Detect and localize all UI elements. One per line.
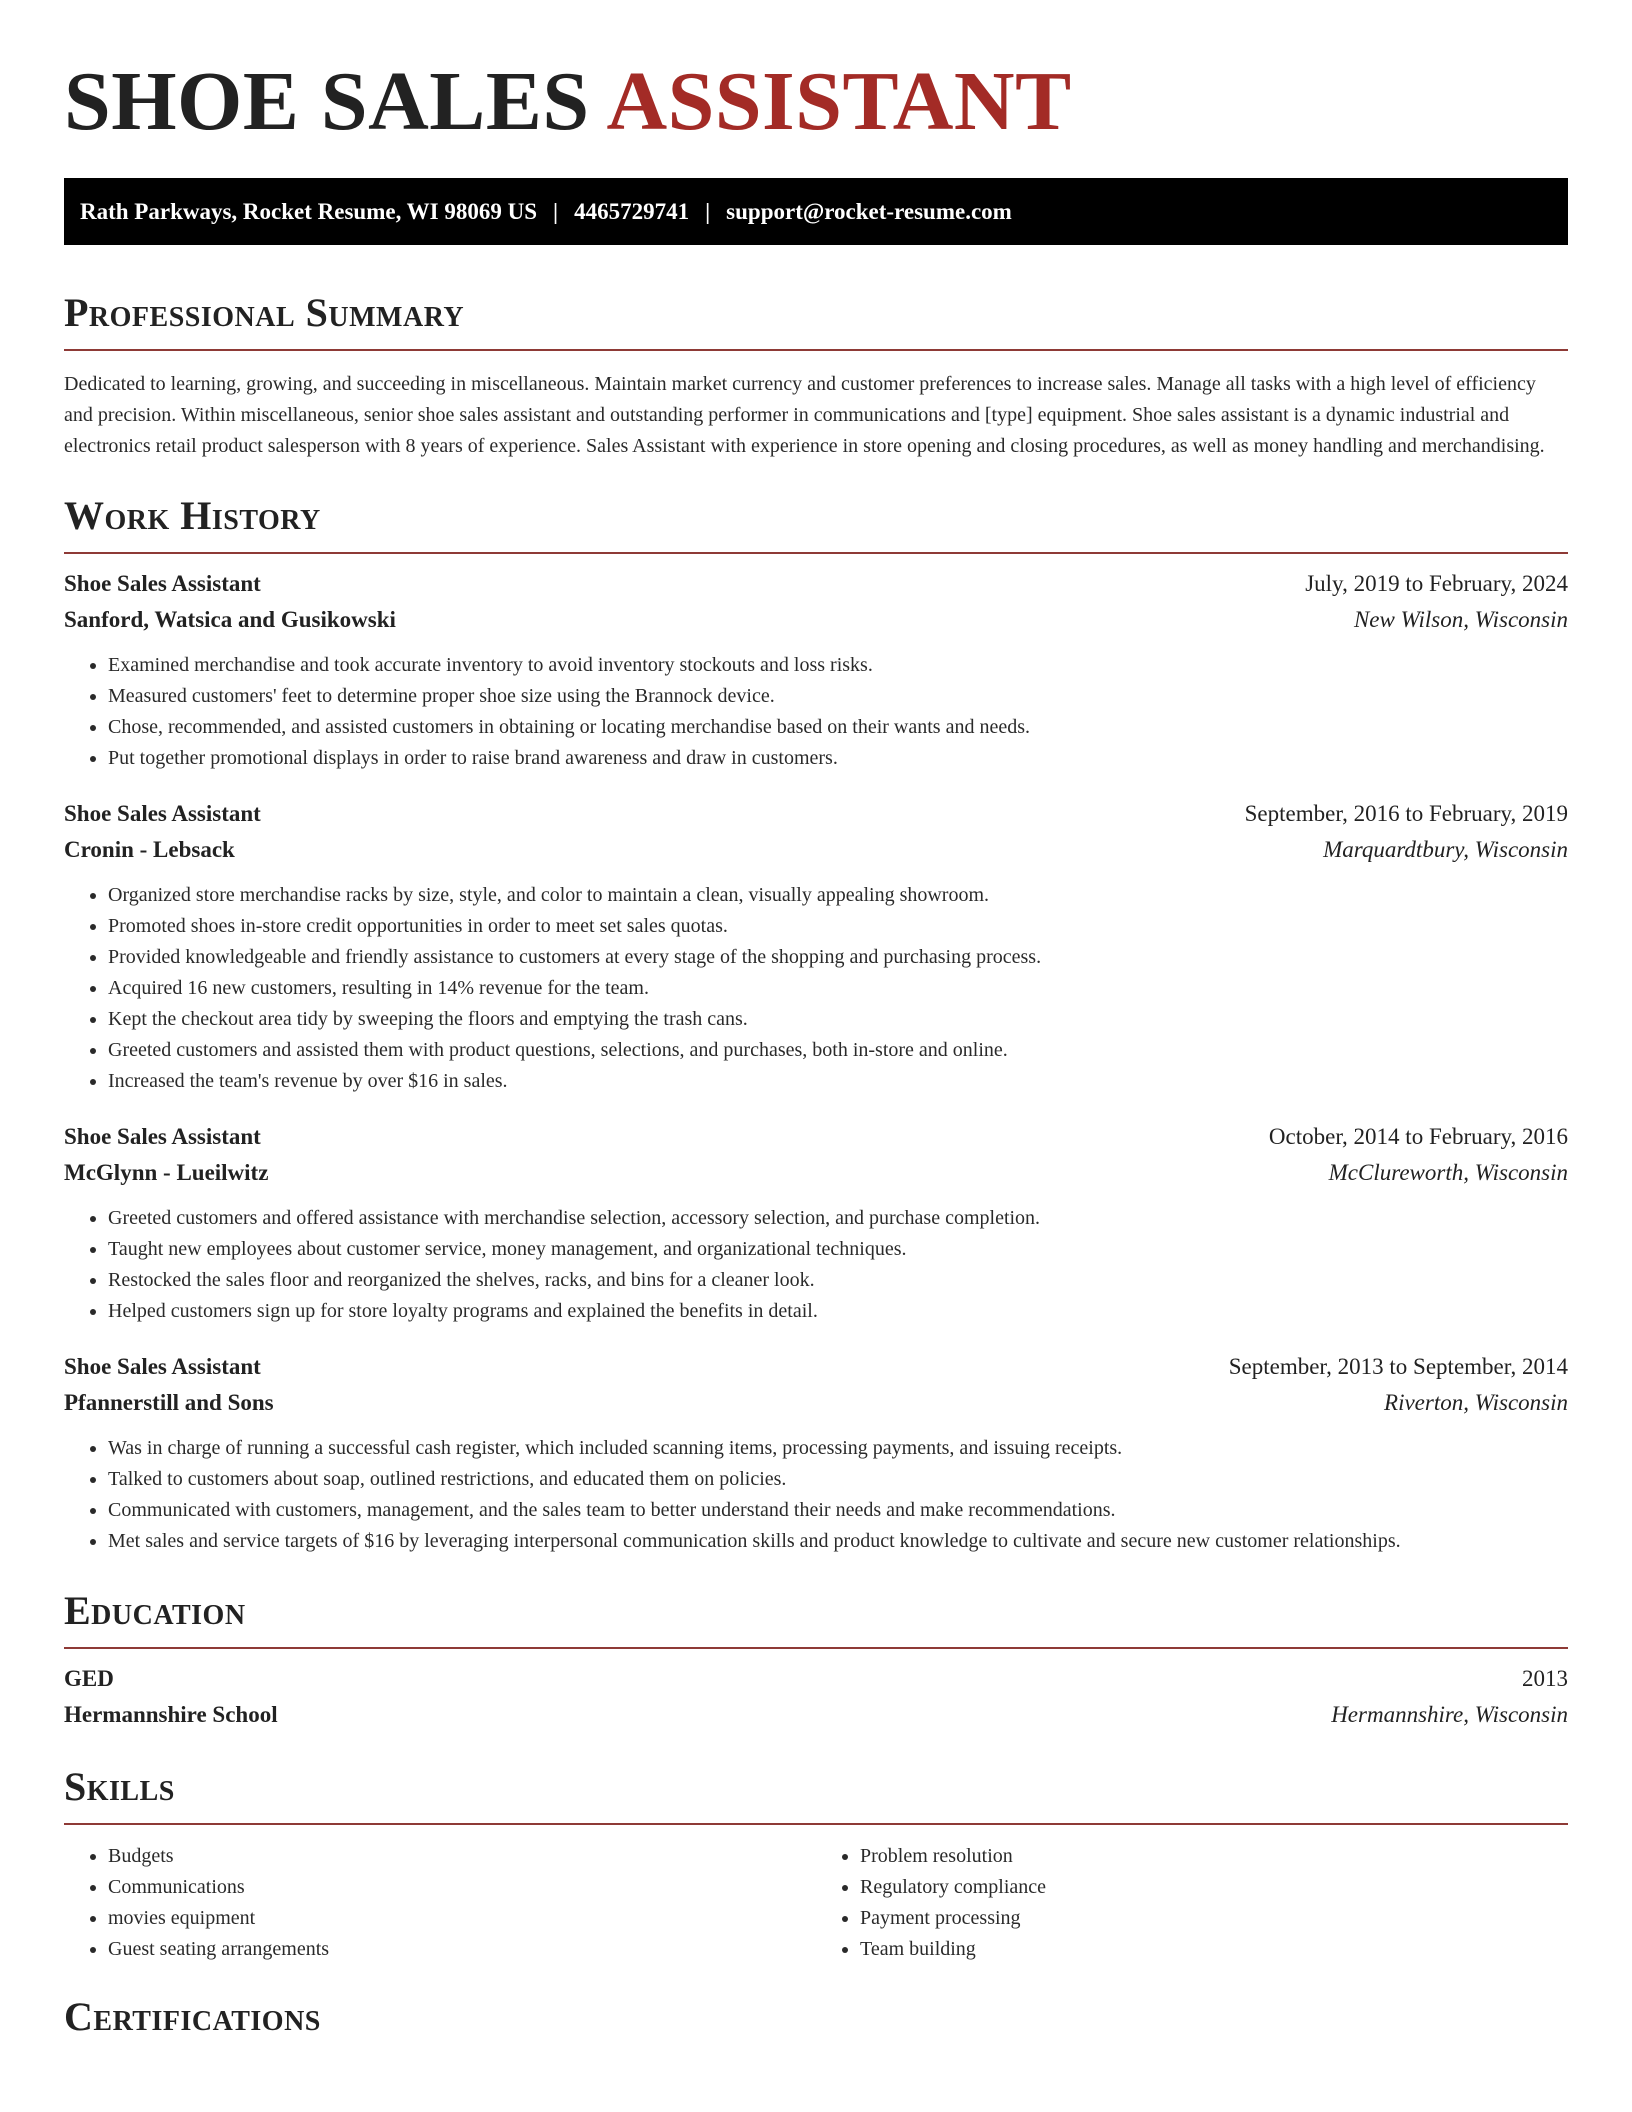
job-bullet: • Provided knowledgeable and friendly assistance to customers at every stage of the shopping and purchasing process. — [108, 942, 1568, 973]
job-bullet: • Met sales and service targets of $16 by leveraging interpersonal communication skills and product knowledge to cultivate and secure new customer relationships. — [108, 1526, 1568, 1557]
job-bullet: • Put together promotional displays in order to raise brand awareness and draw in customers. — [108, 743, 1568, 774]
resume-title — [64, 0, 1568, 146]
job-company: Cronin - Lebsack — [64, 837, 235, 862]
section-divider — [64, 1647, 1568, 1649]
job-company-row — [64, 1385, 1568, 1421]
job-bullet: • Acquired 16 new customers, resulting in 14% revenue for the team. — [108, 973, 1568, 1004]
contact-phone: 4465729741 — [574, 198, 690, 224]
section-title: Skills — [64, 1764, 175, 1809]
job-dates: October, 2014 to February, 2016 — [1268, 1124, 1568, 1149]
education-row — [64, 1697, 1568, 1733]
skill-item: • movies equipment — [108, 1903, 816, 1934]
job-role: Shoe Sales Assistant — [64, 1124, 261, 1149]
job-bullet: • Promoted shoes in-store credit opportunities in order to meet set sales quotas. — [108, 911, 1568, 942]
job-company: Sanford, Watsica and Gusikowski — [64, 607, 396, 632]
job-company-row — [64, 832, 1568, 868]
job-bullets — [64, 650, 1568, 774]
job-header-row — [64, 796, 1568, 832]
job-bullet: • Measured customers' feet to determine proper shoe size using the Brannock device. — [108, 681, 1568, 712]
job-entry — [64, 796, 1568, 1097]
section-divider — [64, 1823, 1568, 1825]
job-location: New Wilson, Wisconsin — [1353, 607, 1568, 632]
education-entry — [64, 1661, 1568, 1733]
job-bullet: • Helped customers sign up for store loyalty programs and explained the benefits in detail. — [108, 1296, 1568, 1327]
job-location: McClureworth, Wisconsin — [1328, 1160, 1568, 1185]
section-divider — [64, 552, 1568, 554]
job-company: Pfannerstill and Sons — [64, 1390, 274, 1415]
skill-item: • Payment processing — [860, 1903, 1568, 1934]
skill-item: • Problem resolution — [860, 1841, 1568, 1872]
job-list — [64, 566, 1568, 1557]
job-entry — [64, 1119, 1568, 1327]
job-location: Riverton, Wisconsin — [1384, 1390, 1568, 1415]
job-bullet: • Increased the team's revenue by over $16 in sales. — [108, 1066, 1568, 1097]
skills-column-right — [816, 1841, 1568, 1965]
job-role: Shoe Sales Assistant — [64, 801, 261, 826]
contact-separator: | — [553, 198, 559, 224]
job-entry — [64, 1349, 1568, 1557]
section-title: Work History — [64, 493, 321, 538]
skill-item: • Budgets — [108, 1841, 816, 1872]
skill-item: • Team building — [860, 1934, 1568, 1965]
job-role: Shoe Sales Assistant — [64, 1354, 261, 1379]
job-bullet: • Greeted customers and offered assistance with merchandise selection, accessory selection, and purchase completion. — [108, 1203, 1568, 1234]
job-header-row — [64, 566, 1568, 602]
education-school: Hermannshire School — [64, 1702, 278, 1727]
job-header-row — [64, 1119, 1568, 1155]
education-row — [64, 1661, 1568, 1697]
contact-email: support@rocket-resume.com — [726, 198, 1012, 224]
job-header-row — [64, 1349, 1568, 1385]
job-bullets — [64, 1203, 1568, 1327]
section-title: Education — [64, 1588, 246, 1633]
job-bullet: • Talked to customers about soap, outlined restrictions, and educated them on policies. — [108, 1464, 1568, 1495]
skills-column-left — [64, 1841, 816, 1965]
job-bullet: • Chose, recommended, and assisted customers in obtaining or locating merchandise based on their wants and needs. — [108, 712, 1568, 743]
title-accent: ASSISTANT — [606, 55, 1072, 148]
education-section — [64, 1587, 1568, 1733]
job-bullet: • Communicated with customers, management, and the sales team to better understand their needs and make recommendations. — [108, 1495, 1568, 1526]
job-location: Marquardtbury, Wisconsin — [1323, 837, 1568, 862]
contact-separator: | — [705, 198, 711, 224]
work-history-section — [64, 492, 1568, 1557]
skill-item: • Communications — [108, 1872, 816, 1903]
section-title: Certifications — [64, 1994, 321, 2039]
job-dates: September, 2016 to February, 2019 — [1244, 801, 1568, 826]
section-divider — [64, 349, 1568, 351]
job-bullet: • Kept the checkout area tidy by sweeping the floors and emptying the trash cans. — [108, 1004, 1568, 1035]
job-bullet: • Greeted customers and assisted them with product questions, selections, and purchases, both in-store and online. — [108, 1035, 1568, 1066]
skills-grid — [64, 1841, 1568, 1965]
education-location: Hermannshire, Wisconsin — [1331, 1702, 1568, 1727]
job-company-row — [64, 602, 1568, 638]
summary-text: Dedicated to learning, growing, and succeeding in miscellaneous. Maintain market currency and customer preferences to increase sales. Manage all tasks with a high level of efficiency and precision. Within miscellaneous, senior shoe sales assistant and outstanding performer in communications and [type] equipment. Shoe sales assistant is a dynamic industrial and electronics retail product salesperson with 8 years of experience. Sales Assistant with experience in store opening and closing procedures, as well as money handling and merchandising. — [64, 373, 1545, 457]
job-company: McGlynn - Lueilwitz — [64, 1160, 269, 1185]
education-degree: GED — [64, 1666, 114, 1691]
skill-item: • Regulatory compliance — [860, 1872, 1568, 1903]
job-role: Shoe Sales Assistant — [64, 571, 261, 596]
contact-bar — [64, 178, 1568, 245]
skill-item: • Guest seating arrangements — [108, 1934, 816, 1965]
job-bullets — [64, 1433, 1568, 1557]
certifications-section — [64, 1993, 1568, 2041]
job-bullet: • Was in charge of running a successful cash register, which included scanning items, processing payments, and issuing receipts. — [108, 1433, 1568, 1464]
summary-section — [64, 289, 1568, 462]
skills-section — [64, 1763, 1568, 1965]
job-bullets — [64, 880, 1568, 1097]
education-year: 2013 — [1522, 1666, 1568, 1691]
contact-address: Rath Parkways, Rocket Resume, WI 98069 US — [80, 198, 538, 224]
job-entry — [64, 566, 1568, 774]
job-bullet: • Taught new employees about customer service, money management, and organizational techniques. — [108, 1234, 1568, 1265]
job-bullet: • Organized store merchandise racks by size, style, and color to maintain a clean, visually appealing showroom. — [108, 880, 1568, 911]
title-main: SHOE SALES — [64, 55, 590, 148]
job-dates: September, 2013 to September, 2014 — [1228, 1354, 1568, 1379]
job-bullet: • Examined merchandise and took accurate inventory to avoid inventory stockouts and loss risks. — [108, 650, 1568, 681]
job-company-row — [64, 1155, 1568, 1191]
job-dates: July, 2019 to February, 2024 — [1305, 571, 1568, 596]
section-title: Professional Summary — [64, 290, 465, 335]
job-bullet: • Restocked the sales floor and reorganized the shelves, racks, and bins for a cleaner look. — [108, 1265, 1568, 1296]
